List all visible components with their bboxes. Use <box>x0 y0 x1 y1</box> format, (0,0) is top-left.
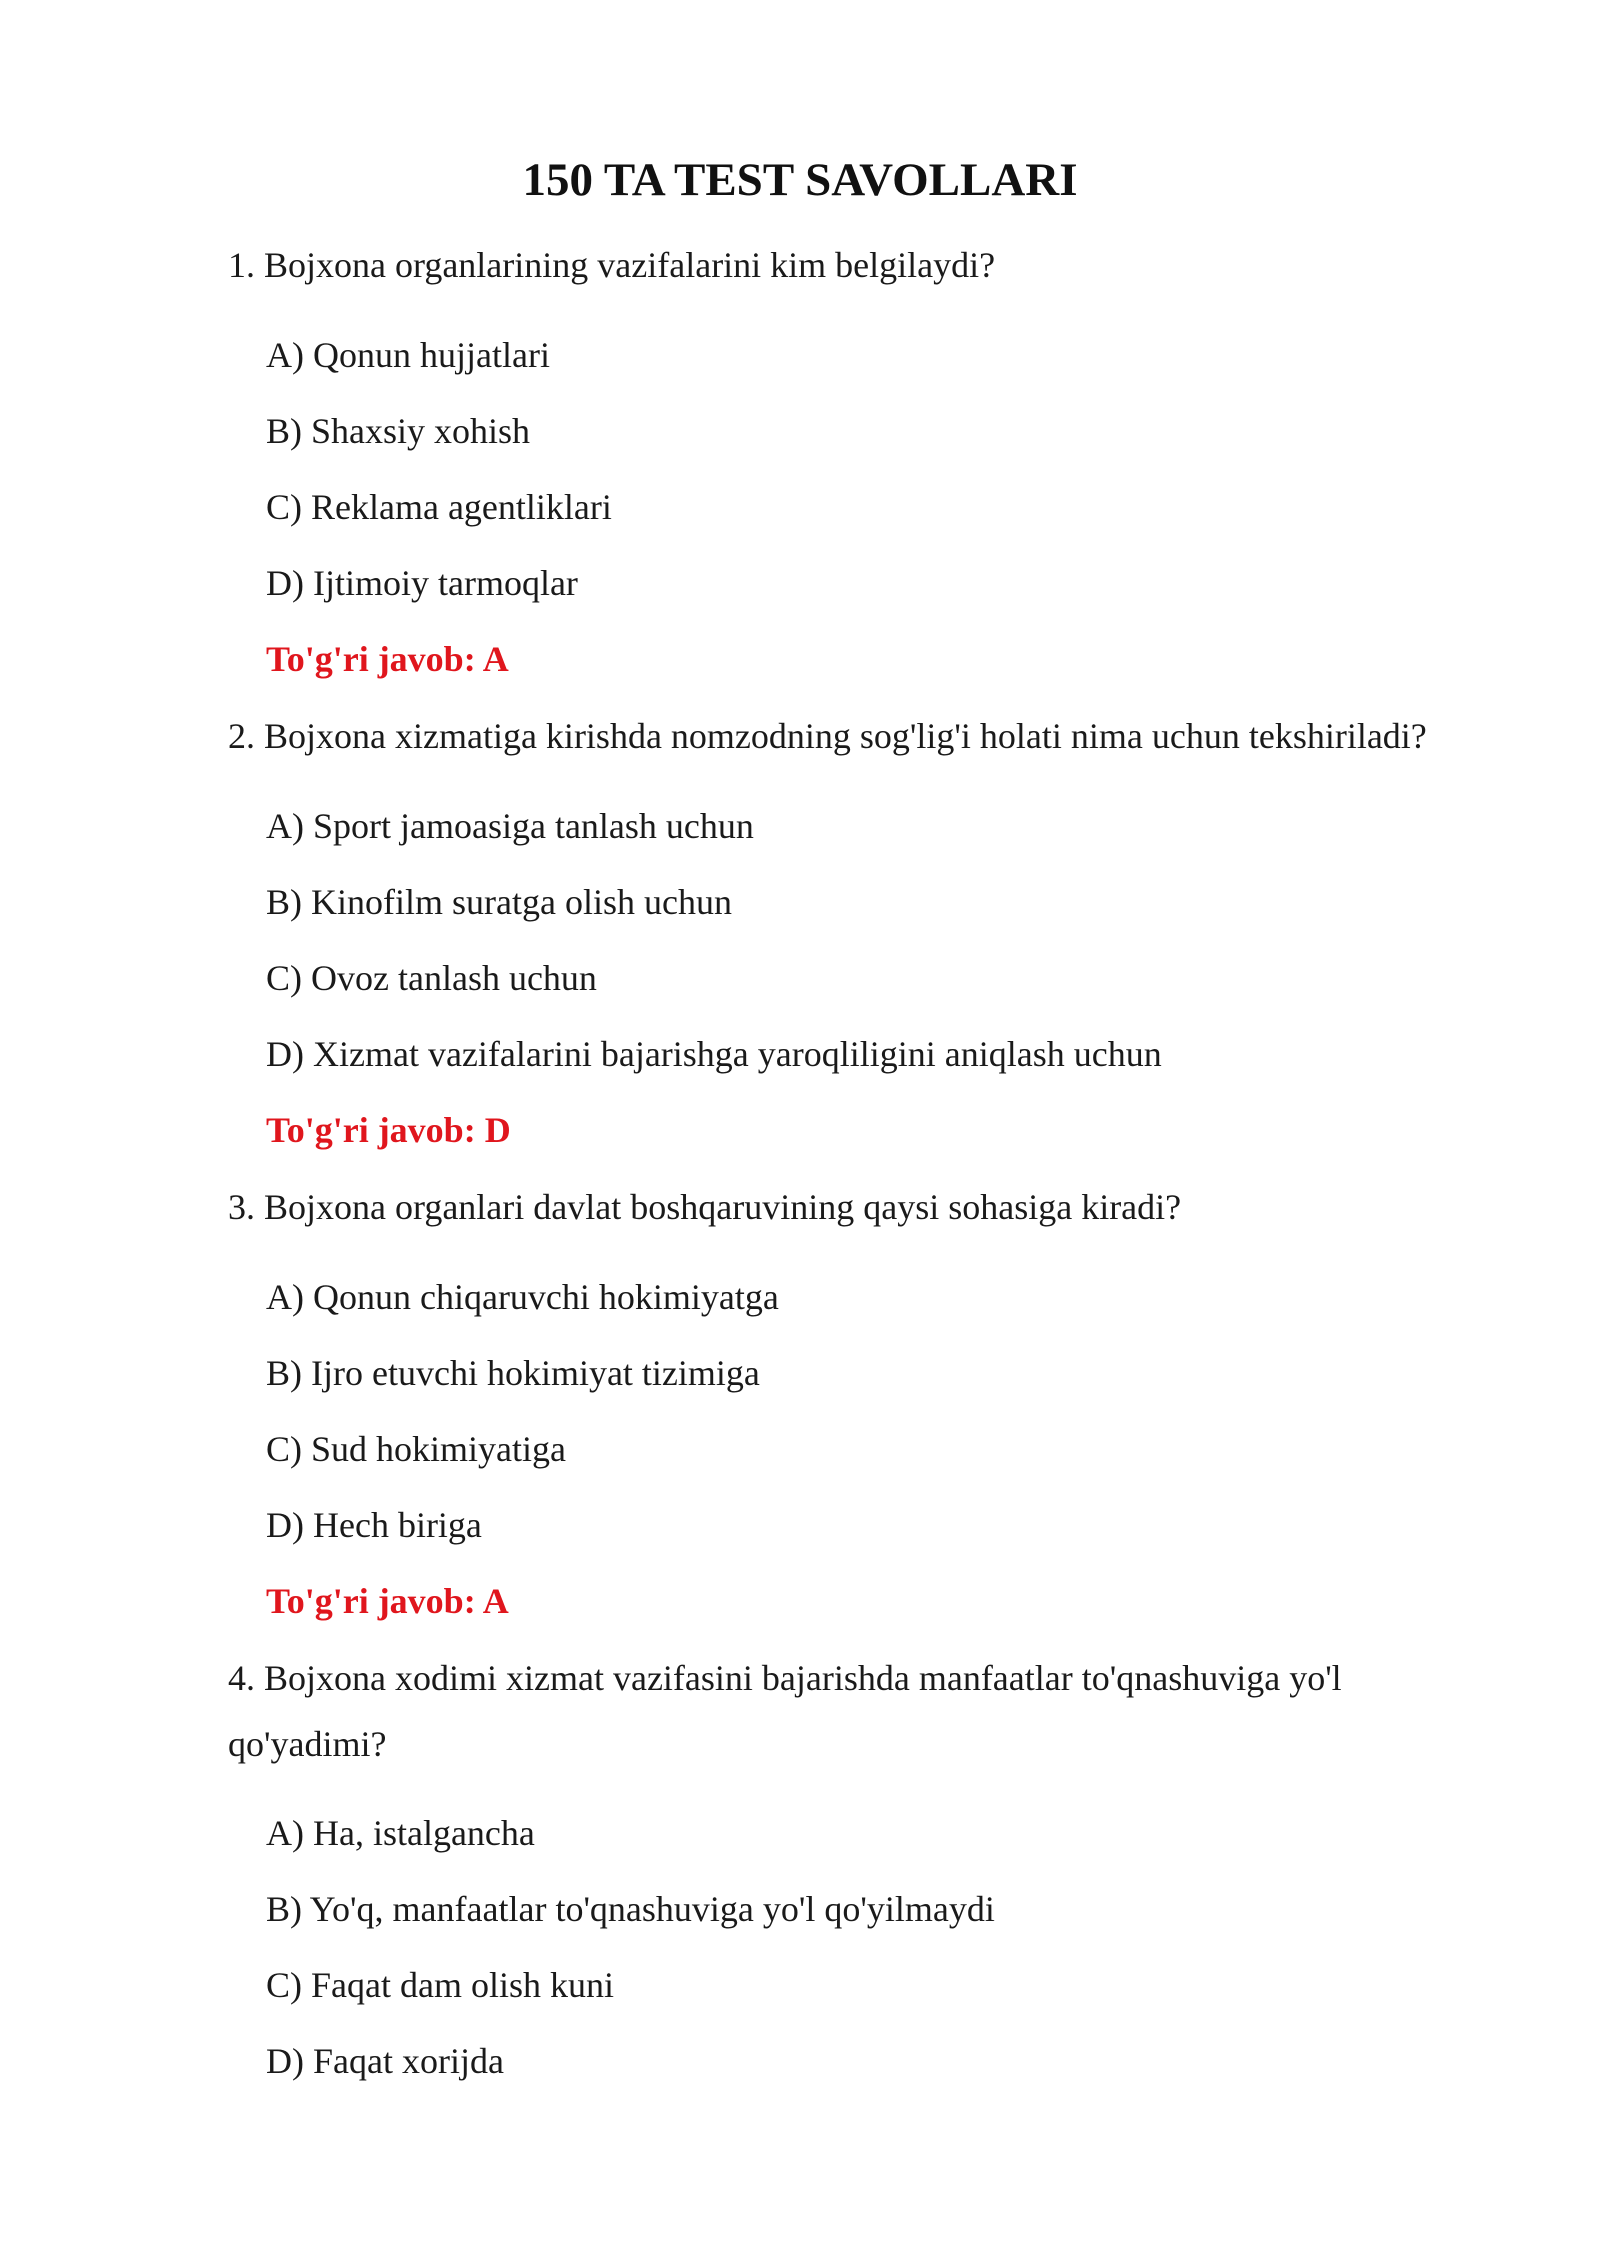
option-d: D) Faqat xorijda <box>266 2041 504 2081</box>
option-a: A) Qonun chiqaruvchi hokimiyatga <box>266 1277 779 1317</box>
option-c: C) Ovoz tanlash uchun <box>266 958 597 998</box>
option-d: D) Xizmat vazifalarini bajarishga yaroqliligini aniqlash uchun <box>266 1034 1162 1074</box>
option-c: C) Sud hokimiyatiga <box>266 1429 566 1469</box>
question-text: 3. Bojxona organlari davlat boshqaruvining qaysi sohasiga kiradi? <box>228 1187 1182 1227</box>
option-d: D) Ijtimoiy tarmoqlar <box>266 563 578 603</box>
question-text: 2. Bojxona xizmatiga kirishda nomzodning sog'lig'i holati nima uchun tekshiriladi? <box>228 716 1427 756</box>
option-a: A) Qonun hujjatlari <box>266 335 550 375</box>
option-a: A) Sport jamoasiga tanlash uchun <box>266 806 754 846</box>
option-b: B) Yo'q, manfaatlar to'qnashuviga yo'l qo'yilmaydi <box>266 1889 995 1929</box>
option-b: B) Ijro etuvchi hokimiyat tizimiga <box>266 1353 760 1393</box>
question-text: 1. Bojxona organlarining vazifalarini kim belgilaydi? <box>228 245 996 285</box>
option-b: B) Kinofilm suratga olish uchun <box>266 882 732 922</box>
option-c: C) Faqat dam olish kuni <box>266 1965 614 2005</box>
correct-answer: To'g'ri javob: A <box>266 639 509 679</box>
option-b: B) Shaxsiy xohish <box>266 411 531 451</box>
option-a: A) Ha, istalgancha <box>266 1813 535 1853</box>
option-d: D) Hech biriga <box>266 1505 482 1545</box>
correct-answer: To'g'ri javob: A <box>266 1581 509 1621</box>
correct-answer: To'g'ri javob: D <box>266 1110 511 1150</box>
page-title: 150 TA TEST SAVOLLARI <box>522 154 1078 206</box>
question-text: 4. Bojxona xodimi xizmat vazifasini bajarishda manfaatlar to'qnashuviga yo'l qo'yadimi? <box>228 1658 1342 1764</box>
option-c: C) Reklama agentliklari <box>266 487 612 527</box>
